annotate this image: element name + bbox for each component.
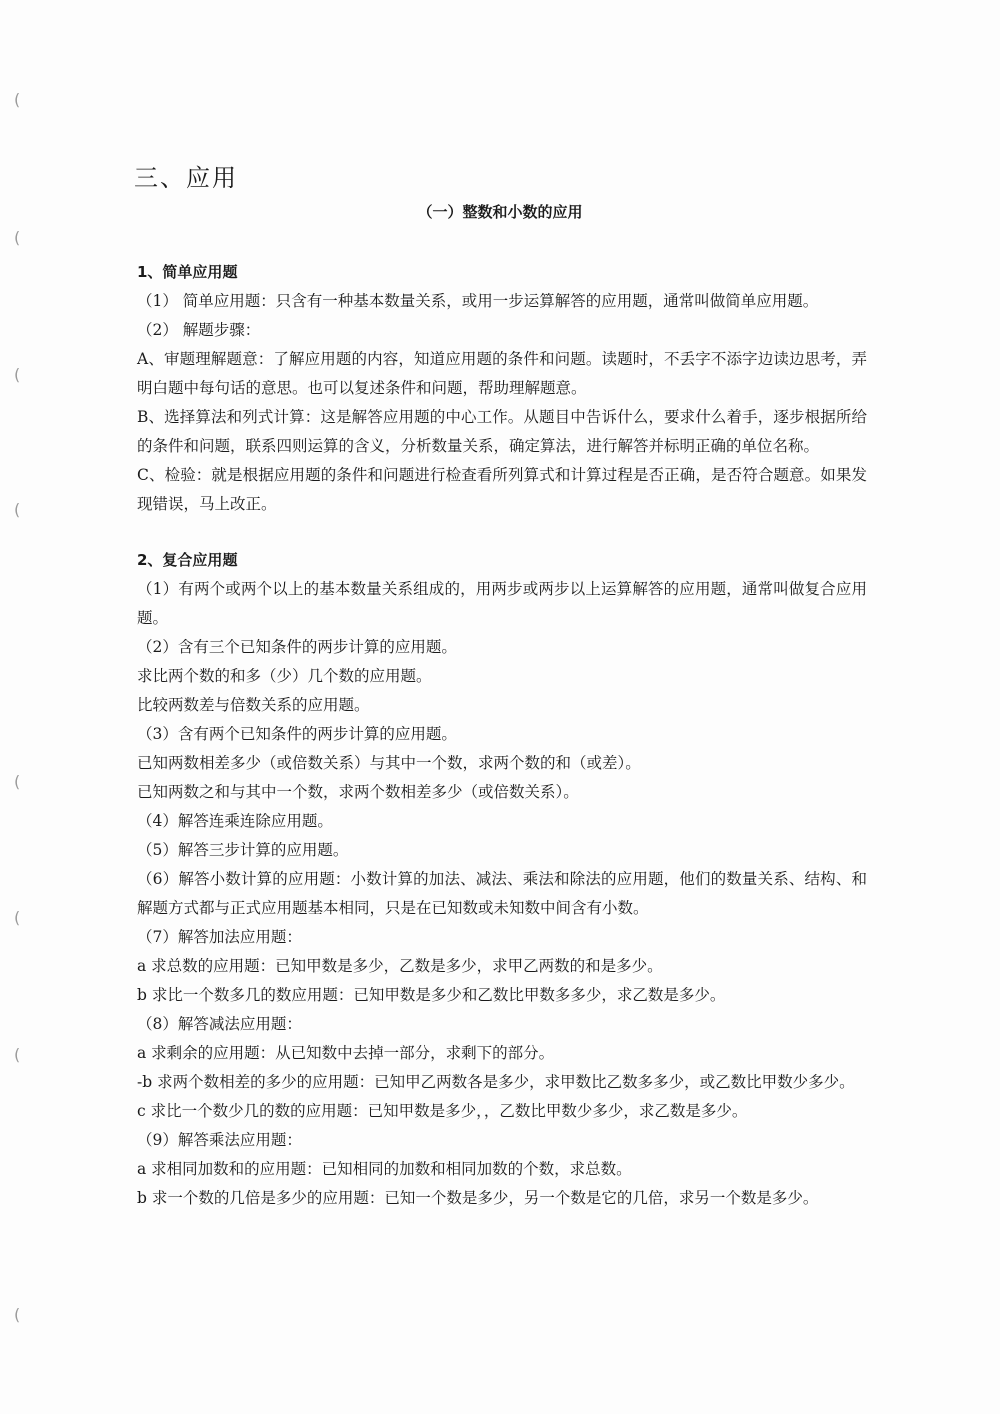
part2-item9a: a 求相同加数和的应用题：已知相同的加数和相同加数的个数，求总数。 (137, 1160, 632, 1178)
binding-hole-mark: ( (14, 90, 21, 109)
part1-step-c: C、检验：就是根据应用题的条件和问题进行检查看所列算式和计算过程是否正确，是否符合题意。如果发现错误，马上改正。 (137, 466, 867, 513)
section-gap (137, 519, 867, 546)
binding-hole-mark: ( (14, 1045, 21, 1064)
part1-item1: （1） 简单应用题：只含有一种基本数量关系，或用一步运算解答的应用题，通常叫做简单应用题。 (137, 292, 819, 310)
part1-item2: （2） 解题步骤： (137, 321, 261, 339)
part2-item1: （1）有两个或两个以上的基本数量关系组成的，用两步或两步以上运算解答的应用题，通常叫做复合应用题。 (137, 580, 867, 627)
part2-item7a: a 求总数的应用题：已知甲数是多少，乙数是多少，求甲乙两数的和是多少。 (137, 957, 663, 975)
chapter-title: 三、应用 (134, 164, 238, 192)
part2-item7: （7）解答加法应用题： (137, 928, 302, 946)
binding-hole-mark: ( (14, 908, 21, 927)
part2-item6: （6）解答小数计算的应用题：小数计算的加法、减法、乘法和除法的应用题，他们的数量关系、结构、和解题方式都与正式应用题基本相同，只是在已知数或未知数中间含有小数。 (137, 870, 867, 917)
part2-item8c: c 求比一个数少几的数的应用题：已知甲数是多少，，乙数比甲数少多少，求乙数是多少。 (137, 1102, 748, 1120)
binding-hole-mark: ( (14, 500, 21, 519)
binding-hole-mark: ( (14, 365, 21, 384)
part2-item7b: b 求比一个数多几的数应用题：已知甲数是多少和乙数比甲数多多少，求乙数是多少。 (137, 986, 726, 1004)
part2-heading: 2、复合应用题 (137, 551, 238, 569)
part1-step-a: A、审题理解题意：了解应用题的内容，知道应用题的条件和问题。读题时，不丢字不添字边读边思考，弄明白题中每句话的意思。也可以复述条件和问题，帮助理解题意。 (137, 350, 867, 397)
part1-heading: 1、简单应用题 (137, 263, 238, 281)
part1-step-b: B、选择算法和列式计算：这是解答应用题的中心工作。从题目中告诉什么，要求什么着手，逐步根据所给的条件和问题，联系四则运算的含义，分析数量关系，确定算法，进行解答并标明正确的单位名称。 (137, 408, 867, 455)
part2-item8b: -b 求两个数相差的多少的应用题：已知甲乙两数各是多少，求甲数比乙数多多少，或乙数比甲数少多少。 (137, 1073, 855, 1091)
part2-item2a: 求比两个数的和多（少）几个数的应用题。 (137, 667, 432, 685)
part2-item3a: 已知两数相差多少（或倍数关系）与其中一个数，求两个数的和（或差）。 (137, 754, 641, 772)
part2-item9: （9）解答乘法应用题： (137, 1131, 302, 1149)
binding-hole-mark: ( (14, 228, 21, 247)
section-title: （一）整数和小数的应用 (417, 203, 583, 221)
part2-item3: （3）含有两个已知条件的两步计算的应用题。 (137, 725, 457, 743)
part2-item2: （2）含有三个已知条件的两步计算的应用题。 (137, 638, 457, 656)
part2-item8: （8）解答减法应用题： (137, 1015, 302, 1033)
part2-item8a: a 求剩余的应用题：从已知数中去掉一部分，求剩下的部分。 (137, 1044, 555, 1062)
binding-hole-mark: ( (14, 772, 21, 791)
part2-item9b: b 求一个数的几倍是多少的应用题：已知一个数是多少，另一个数是它的几倍，求另一个数是多少。 (137, 1189, 819, 1207)
part2-item4: （4）解答连乘连除应用题。 (137, 812, 333, 830)
document-body (137, 258, 867, 1213)
binding-hole-mark: ( (14, 1305, 21, 1324)
part2-item3b: 已知两数之和与其中一个数，求两个数相差多少（或倍数关系）。 (137, 783, 579, 801)
part2-item5: （5）解答三步计算的应用题。 (137, 841, 349, 859)
part2-item2b: 比较两数差与倍数关系的应用题。 (137, 696, 370, 714)
